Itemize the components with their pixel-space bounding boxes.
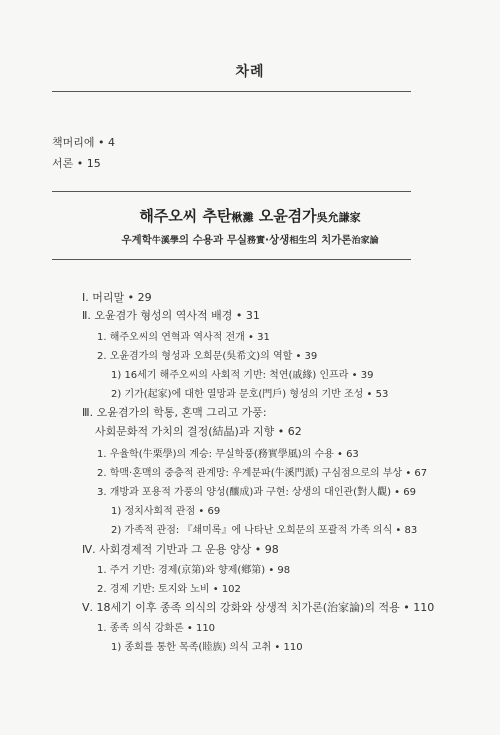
chapter-title-hanja: 吳允謙家 [316,211,361,224]
toc-entry[interactable]: Ⅳ. 사회경제적 기반과 그 운용 양상 • 98 [82,543,279,556]
toc-entry[interactable]: 3. 개방과 포용적 가풍의 양성(釀成)과 구현: 상생의 대인관(對人觀) • 69 [97,487,416,498]
toc-entry[interactable]: 1) 종회를 통한 목족(睦族) 의식 고취 • 110 [111,642,303,653]
chapter-subtitle-hanja: 治家論 [351,236,379,246]
toc-entry[interactable]: 2) 가족적 관점: 『쇄미록』에 나타난 오희문의 포괄적 가족 의식 • 83 [111,525,418,536]
chapter-subtitle-text: ·상생 [265,234,290,246]
chapter-subtitle-text: 의 치가론 [307,234,352,246]
divider [52,191,411,192]
page-title: 차례 [235,64,265,80]
toc-entry[interactable]: Ⅲ. 오윤겸가의 학통, 혼맥 그리고 가풍: [82,406,267,419]
chapter-title-hanja: 楸灘 [231,211,254,224]
toc-entry: 사회문화적 가치의 결정(結晶)과 지향 • 62 [95,425,302,438]
chapter-subtitle-hanja: 牛溪學 [151,236,179,246]
toc-entry[interactable]: 1. 주거 기반: 경제(京第)와 향제(鄕第) • 98 [97,565,291,576]
toc-entry[interactable]: 1. 해주오씨의 연혁과 역사적 전개 • 31 [97,332,270,343]
chapter-subtitle [0,232,500,247]
toc-entry[interactable]: 2. 경제 기반: 토지와 노비 • 102 [97,584,241,595]
chapter-subtitle-hanja: 相生 [289,236,308,246]
chapter-title-text: 오윤겸가 [253,207,317,225]
divider [52,91,411,92]
toc-entry[interactable]: 2. 학맥·혼맥의 중층적 관계망: 우계문파(牛溪門派) 구심점으로의 부상 • 67 [97,468,428,479]
toc-entry[interactable]: 1. 우율학(牛栗學)의 계승: 무실학풍(務實學風)의 수용 • 63 [97,449,359,460]
chapter-title-text: 해주오씨 추탄 [139,207,232,225]
toc-entry[interactable]: Ⅴ. 18세기 이후 종족 의식의 강화와 상생적 치가론(治家論)의 적용 • 110 [82,601,435,614]
toc-entry[interactable]: 1) 정치사회적 관점 • 69 [111,506,221,517]
toc-entry[interactable]: Ⅰ. 머리말 • 29 [82,291,152,304]
toc-entry[interactable]: 1. 종족 의식 강화론 • 110 [97,623,216,634]
chapter-subtitle-text: 우계학 [121,234,152,246]
divider [52,259,411,260]
chapter-title [0,205,500,226]
toc-entry[interactable]: Ⅱ. 오윤겸가 형성의 역사적 배경 • 31 [82,309,260,322]
toc-entry[interactable]: 1) 16세기 해주오씨의 사회적 기반: 척연(戚緣) 인프라 • 39 [111,370,374,381]
toc-entry[interactable]: 2) 기가(起家)에 대한 열망과 문호(門戶) 형성의 기반 조성 • 53 [111,389,389,400]
front-matter-item[interactable]: 책머리에 • 4 [52,136,115,149]
front-matter-item[interactable]: 서론 • 15 [52,157,101,170]
chapter-subtitle-hanja: 務實 [247,236,266,246]
toc-entry[interactable]: 2. 오윤겸가의 형성과 오희문(吳希文)의 역할 • 39 [97,351,318,362]
chapter-subtitle-text: 의 수용과 무실 [178,234,248,246]
